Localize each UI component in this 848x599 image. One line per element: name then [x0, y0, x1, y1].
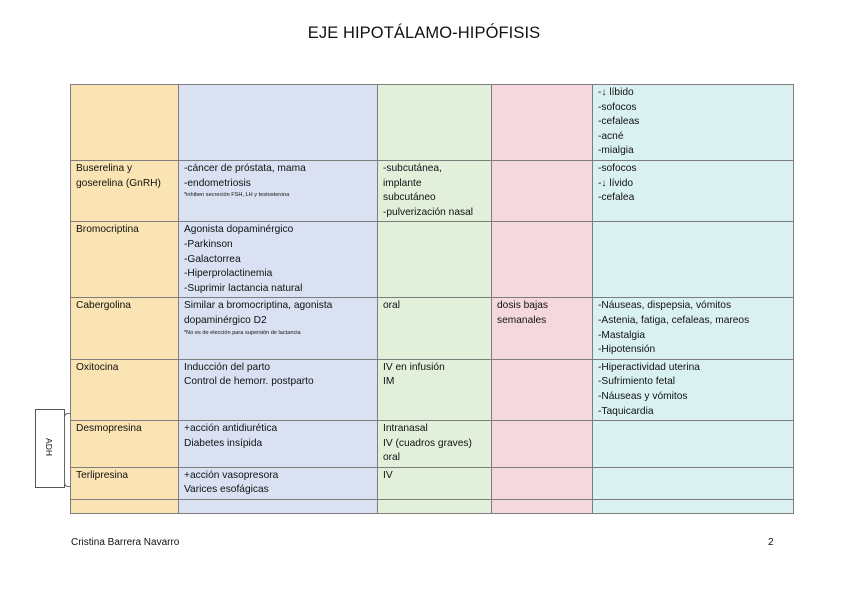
footer-page-number: 2 — [768, 537, 774, 548]
cell-text-line: subcutáneo — [383, 192, 436, 204]
indication-cell — [179, 298, 378, 359]
drug-name-cell — [71, 421, 179, 468]
route-cell — [378, 161, 492, 222]
route-cell — [378, 222, 492, 298]
cell-text-line: -cáncer de próstata, mama — [184, 163, 306, 174]
route-cell — [378, 421, 492, 468]
indication-cell — [179, 467, 378, 499]
cell-text-line: dopaminérgico D2 — [184, 314, 267, 326]
route-cell — [378, 85, 492, 161]
cell-text-line: IV — [383, 469, 393, 481]
cell-text-line: -Hiperactividad uterina — [598, 361, 700, 373]
cell-text-line: -Hiperprolactinemia — [184, 268, 273, 280]
indication-cell — [179, 161, 378, 222]
dosage-cell — [492, 500, 593, 514]
page-title: EJE HIPOTÁLAMO-HIPÓFISIS — [307, 24, 541, 42]
cell-text-line: IM — [383, 376, 395, 388]
cell-text-line: +acción antidiurética — [184, 423, 278, 435]
dosage-cell — [492, 359, 593, 420]
cell-text-line: Desmopresina — [76, 423, 142, 435]
cell-text-line: Varices esofágicas — [184, 484, 269, 496]
table-row — [71, 298, 794, 359]
dosage-cell — [492, 85, 593, 161]
cell-text-line: -sofocos — [598, 101, 637, 113]
side-effects-cell — [593, 298, 794, 359]
route-cell — [378, 467, 492, 499]
cell-text-line: -acné — [598, 130, 624, 142]
footnote-text: *No es de elección para supersión de lactancia — [184, 329, 301, 336]
cell-text-line: -endometriosis — [184, 177, 251, 189]
cell-text-line: Bromocriptina — [76, 224, 139, 236]
table-row — [71, 161, 794, 222]
cell-text-line: -↓ lívido — [598, 177, 634, 189]
cell-text-line: Intranasal — [383, 423, 428, 435]
cell-text-line: Buserelina y — [76, 163, 133, 174]
cell-text-line: -↓ líbido — [598, 87, 634, 98]
table-row — [71, 467, 794, 499]
table-row — [71, 421, 794, 468]
cell-text-line: IV (cuadros graves) — [383, 437, 472, 449]
indication-cell — [179, 85, 378, 161]
table-row — [71, 359, 794, 420]
cell-text-line: semanales — [497, 314, 547, 326]
indication-cell — [179, 359, 378, 420]
cell-text-line: -Náuseas, dispepsia, vómitos — [598, 300, 732, 312]
table-row — [71, 500, 794, 514]
cell-text-line: -Astenia, fatiga, cefaleas, mareos — [598, 314, 750, 326]
drug-name-cell — [71, 161, 179, 222]
side-effects-cell — [593, 500, 794, 514]
route-cell — [378, 359, 492, 420]
drug-name-cell — [71, 85, 179, 161]
cell-text-line: Control de hemorr. postparto — [184, 376, 314, 388]
side-effects-cell — [593, 161, 794, 222]
cell-text-line: Similar a bromocriptina, agonista — [184, 300, 333, 312]
cell-text-line: implante — [383, 177, 422, 189]
cell-text-line: -Galactorrea — [184, 253, 241, 265]
dosage-cell — [492, 161, 593, 222]
drug-name-cell — [71, 298, 179, 359]
cell-text-line: -cefaleas — [598, 116, 640, 128]
cell-text-line: oral — [383, 300, 400, 312]
side-effects-cell — [593, 222, 794, 298]
adh-label: ADH — [44, 438, 54, 456]
cell-text-line: -Taquicardia — [598, 405, 654, 417]
side-effects-cell — [593, 421, 794, 468]
cell-text-line: IV en infusión — [383, 361, 445, 373]
cell-text-line: -Sufrimiento fetal — [598, 376, 676, 388]
cell-text-line: oral — [383, 452, 400, 464]
cell-text-line: Inducción del parto — [184, 361, 271, 373]
indication-cell — [179, 500, 378, 514]
drug-name-cell — [71, 467, 179, 499]
route-cell — [378, 298, 492, 359]
dosage-cell — [492, 467, 593, 499]
side-effects-cell — [593, 359, 794, 420]
footnote-text: *inhiben secreción FSH, LH y testosterona — [184, 192, 290, 199]
indication-cell — [179, 421, 378, 468]
cell-text-line: -sofocos — [598, 163, 637, 174]
dosage-cell — [492, 298, 593, 359]
cell-text-line: Agonista dopaminérgico — [184, 224, 294, 236]
side-effects-cell — [593, 467, 794, 499]
cell-text-line: -mialgia — [598, 145, 634, 157]
cell-text-line: -Parkinson — [184, 238, 233, 250]
side-effects-cell — [593, 85, 794, 161]
cell-text-line: Diabetes insípida — [184, 437, 263, 449]
cell-text-line: Terlipresina — [76, 469, 129, 481]
table-row — [71, 222, 794, 298]
dosage-cell — [492, 421, 593, 468]
cell-text-line: -pulverización nasal — [383, 206, 474, 218]
drug-table-body — [71, 85, 794, 514]
drug-table — [70, 84, 794, 514]
indication-cell — [179, 222, 378, 298]
cell-text-line: -Hipotensión — [598, 344, 656, 356]
cell-text-line: Cabergolina — [76, 300, 131, 312]
cell-text-line: -subcutánea, — [383, 163, 442, 174]
dosage-cell — [492, 222, 593, 298]
table-row — [71, 85, 794, 161]
cell-text-line: dosis bajas — [497, 300, 548, 312]
adh-bracket — [64, 413, 70, 487]
cell-text-line: -Mastalgia — [598, 329, 645, 341]
cell-text-line: -cefalea — [598, 192, 635, 204]
cell-text-line: -Suprimir lactancia natural — [184, 282, 303, 294]
cell-text-line: Oxitocina — [76, 361, 119, 373]
cell-text-line: goserelina (GnRH) — [76, 177, 161, 189]
drug-name-cell — [71, 359, 179, 420]
drug-name-cell — [71, 222, 179, 298]
cell-text-line: +acción vasopresora — [184, 469, 279, 481]
route-cell — [378, 500, 492, 514]
drug-name-cell — [71, 500, 179, 514]
footer-author: Cristina Barrera Navarro — [71, 537, 180, 548]
cell-text-line: -Náuseas y vómitos — [598, 390, 688, 402]
